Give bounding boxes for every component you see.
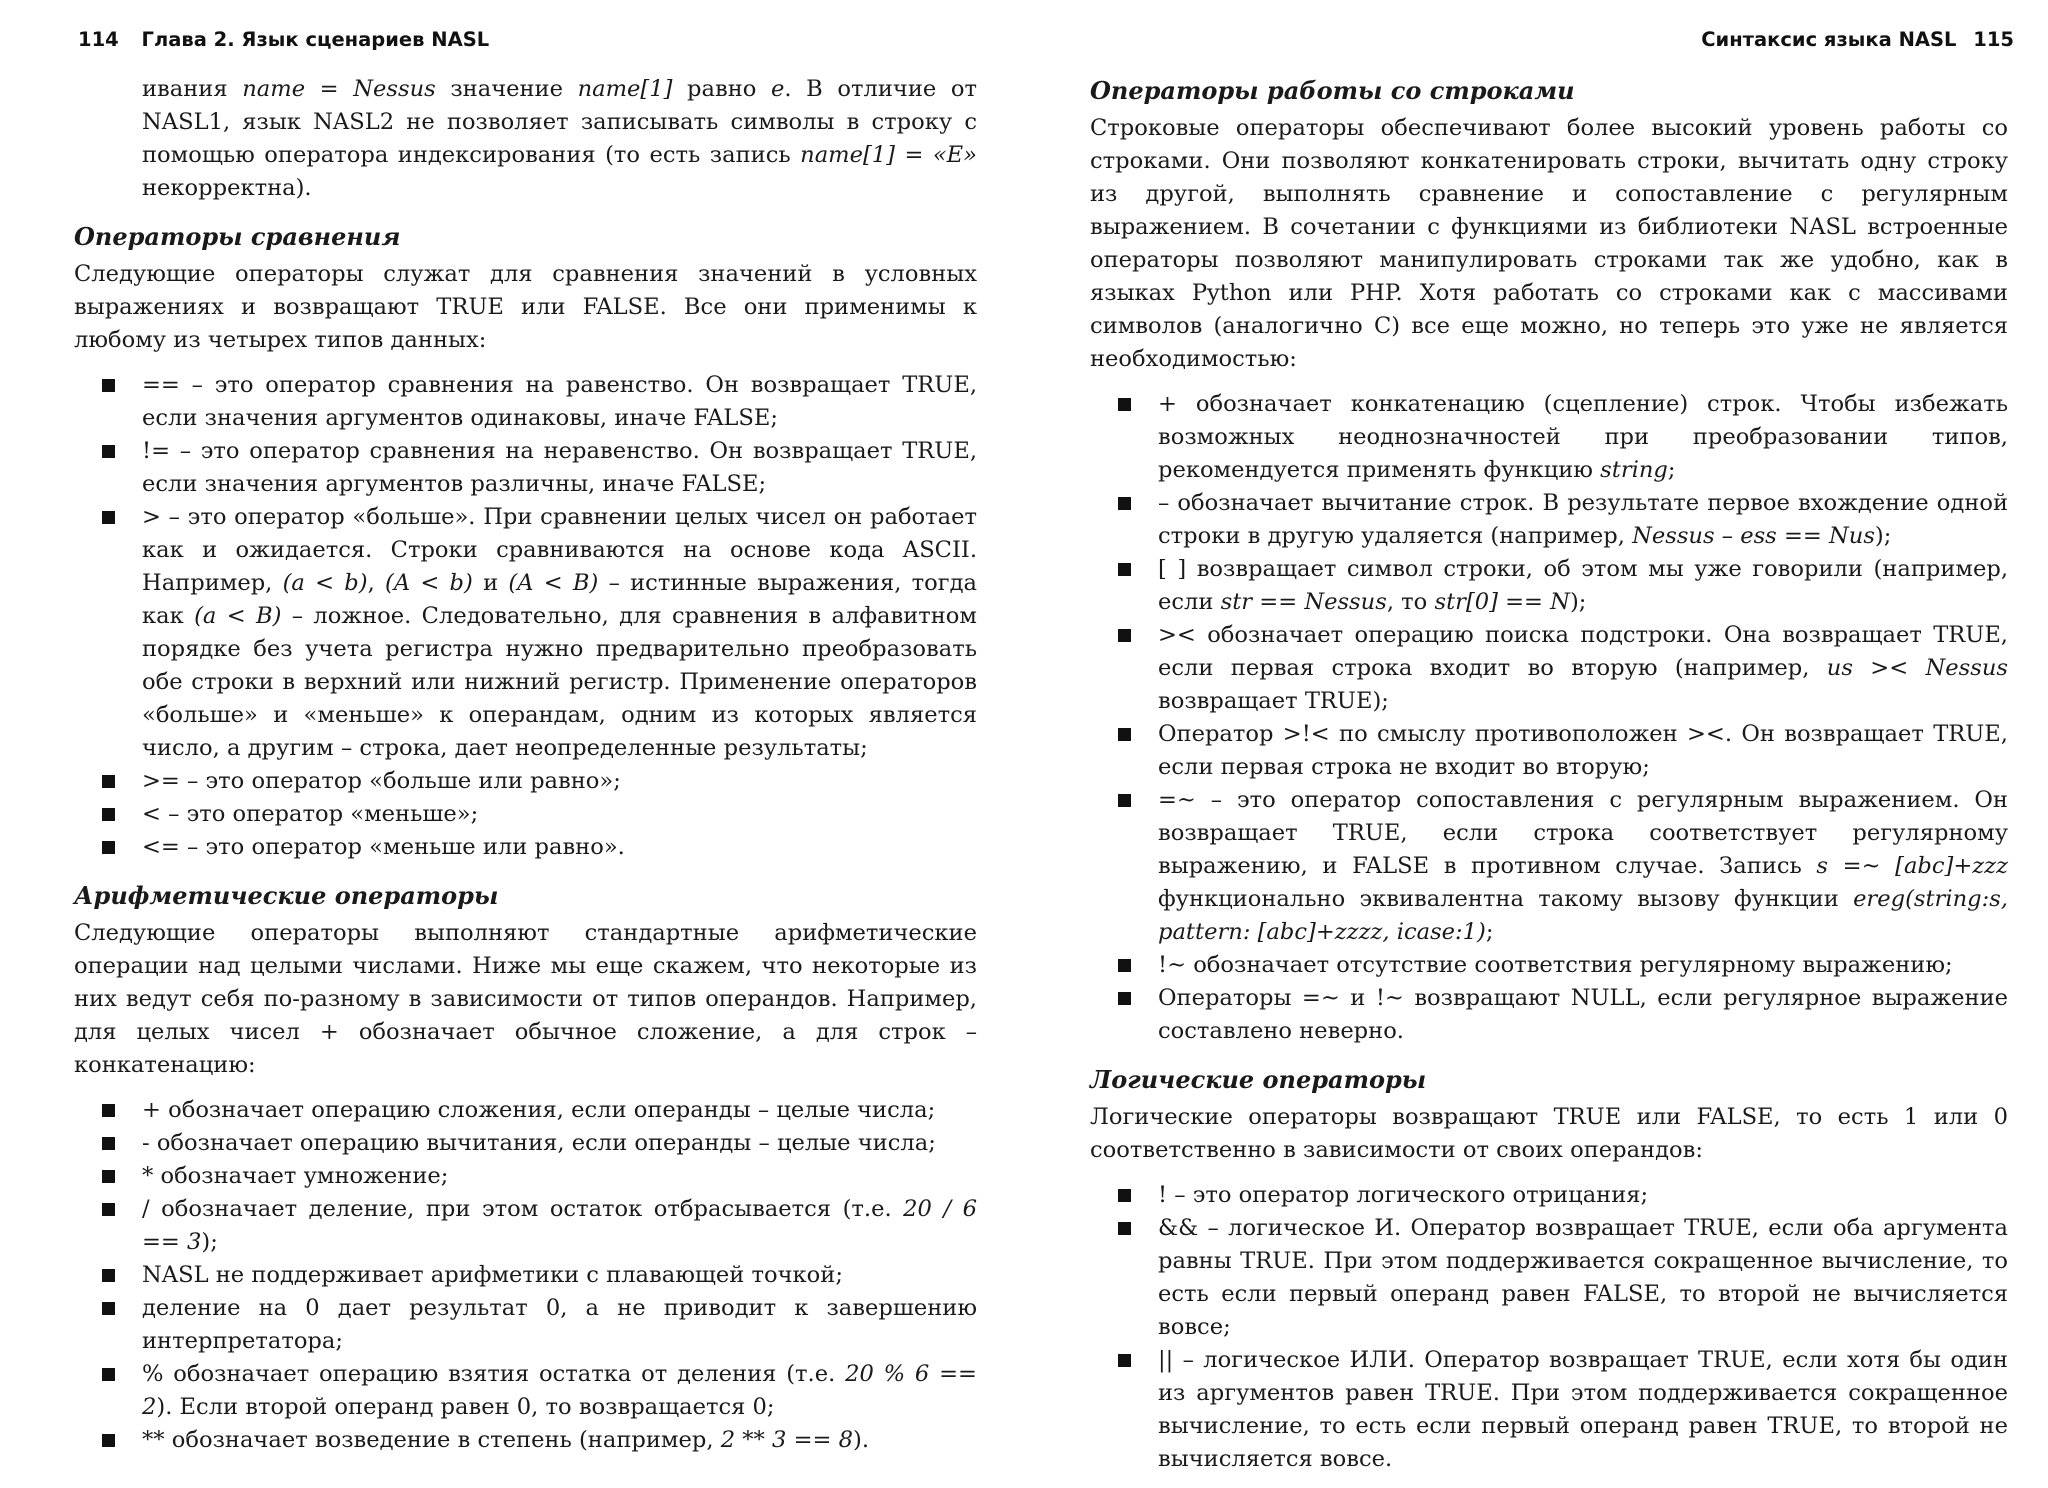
list-item: =~ – это оператор сопоставления с регулярным выражением. Он возвращает TRUE, если строка соответствует регулярному выражению, и FALSE в противном случае. Запись s =~ [abc]+zzz функционально эквивалентна такому вызову функции ereg(string:s, pattern: [abc]+zzzz, icase:1); bbox=[1090, 784, 2008, 949]
square-bullet-icon bbox=[102, 511, 115, 524]
list-item: Оператор >!< по смыслу противоположен ><. Он возвращает TRUE, если первая строка не входит во вторую; bbox=[1090, 718, 2008, 784]
list-item: < – это оператор «меньше»; bbox=[74, 798, 977, 831]
square-bullet-icon bbox=[1118, 629, 1131, 642]
list-item: >< обозначает операцию поиска подстроки. Она возвращает TRUE, если первая строка входит во вторую (например, us >< Nessus возвращает TRUE); bbox=[1090, 619, 2008, 718]
square-bullet-icon bbox=[1118, 992, 1131, 1005]
intro-paragraph: ивания name = Nessus значение name[1] равно e. В отличие от NASL1, язык NASL2 не позволяет записывать символы в строку с помощью оператора индексирования (то есть запись name[1] = «E» некорректна). bbox=[142, 76, 978, 201]
running-head-left bbox=[74, 28, 489, 51]
italic-term: (A < B) bbox=[508, 570, 599, 596]
list-item: ! – это оператор логического отрицания; bbox=[1090, 1179, 2008, 1212]
square-bullet-icon bbox=[102, 1170, 115, 1183]
section-title: Синтаксис языка NASL bbox=[1701, 28, 1957, 51]
list-item: / обозначает деление, при этом остаток отбрасывается (т.е. 20 / 6 == 3); bbox=[74, 1193, 977, 1259]
square-bullet-icon bbox=[102, 1434, 115, 1447]
square-bullet-icon bbox=[102, 775, 115, 788]
running-head-right bbox=[1701, 28, 2018, 51]
italic-term: name[1] bbox=[577, 76, 673, 102]
italic-term: (a < b) bbox=[282, 570, 368, 596]
list-item: !~ обозначает отсутствие соответствия регулярному выражению; bbox=[1090, 949, 2008, 982]
square-bullet-icon bbox=[1118, 728, 1131, 741]
logical-operators-list bbox=[1090, 1179, 2008, 1476]
italic-term: us >< Nessus bbox=[1826, 655, 2008, 681]
arithmetic-paragraph: Следующие операторы выполняют стандартные арифметические операции над целыми числами. Ниже мы еще скажем, что некоторые из них ведут себя по-разному в зависимости от типов операндов. Например, для целых чисел + обозначает обычное сложение, а для строк – конкатенацию: bbox=[74, 920, 977, 1078]
list-item: == – это оператор сравнения на равенство. Он возвращает TRUE, если значения аргументов одинаковы, иначе FALSE; bbox=[74, 369, 977, 435]
list-item: - обозначает операцию вычитания, если операнды – целые числа; bbox=[74, 1127, 977, 1160]
comparison-paragraph: Следующие операторы служат для сравнения значений в условных выражениях и возвращают TRUE или FALSE. Все они применимы к любому из четырех типов данных: bbox=[74, 261, 977, 353]
square-bullet-icon bbox=[102, 1137, 115, 1150]
italic-term: Nessus – ess == Nus bbox=[1632, 523, 1875, 549]
section-heading-comparison: Операторы сравнения bbox=[74, 222, 401, 251]
right-page bbox=[1024, 0, 2048, 1472]
list-item: || – логическое ИЛИ. Оператор возвращает TRUE, если хотя бы один из аргументов равен TRUE. При этом поддерживается сокращенное вычисление, то есть если первый операнд равен TRUE, то второй не вычисляется вовсе. bbox=[1090, 1344, 2008, 1476]
arithmetic-operators-list bbox=[74, 1094, 977, 1457]
list-item: – обозначает вычитание строк. В результате первое вхождение одной строки в другую удаляется (например, Nessus – ess == Nus); bbox=[1090, 487, 2008, 553]
square-bullet-icon bbox=[102, 1368, 115, 1381]
list-item: NASL не поддерживает арифметики с плавающей точкой; bbox=[74, 1259, 977, 1292]
italic-term: name = Nessus bbox=[242, 76, 436, 102]
list-item: [ ] возвращает символ строки, об этом мы уже говорили (например, если str == Nessus, то str[0] == N); bbox=[1090, 553, 2008, 619]
square-bullet-icon bbox=[102, 808, 115, 821]
comparison-operators-list bbox=[74, 369, 977, 864]
left-page bbox=[0, 0, 1024, 1453]
right-page-body bbox=[1090, 73, 2008, 1488]
square-bullet-icon bbox=[102, 445, 115, 458]
list-item: ** обозначает возведение в степень (например, 2 ** 3 == 8). bbox=[74, 1424, 977, 1457]
list-item: != – это оператор сравнения на неравенство. Он возвращает TRUE, если значения аргументов различны, иначе FALSE; bbox=[74, 435, 977, 501]
list-item: && – логическое И. Оператор возвращает TRUE, если оба аргумента равны TRUE. При этом поддерживается сокращенное вычисление, то есть если первый операнд равен FALSE, то второй не вычисляется вовсе; bbox=[1090, 1212, 2008, 1344]
chapter-title: Глава 2. Язык сценариев NASL bbox=[141, 28, 490, 51]
italic-term: str == Nessus bbox=[1220, 589, 1387, 615]
section-heading-string: Операторы работы со строками bbox=[1090, 76, 1575, 105]
string-paragraph: Строковые операторы обеспечивают более высокий уровень работы со строками. Они позволяют конкатенировать строки, вычитать одну строку из другой, выполнять сравнение и сопоставление с регулярным выражением. В сочетании с функциями из библиотеки NASL встроенные операторы позволяют манипулировать строками так же удобно, как в языках Python или PHP. Хотя работать со строками как с массивами символов (аналогично C) все еще можно, но теперь это уже не является необходимостью: bbox=[1090, 115, 2008, 372]
list-item: <= – это оператор «меньше или равно». bbox=[74, 831, 977, 864]
italic-term: string bbox=[1600, 457, 1668, 483]
square-bullet-icon bbox=[1118, 563, 1131, 576]
italic-term: (a < B) bbox=[194, 603, 282, 629]
italic-term: name[1] = «E» bbox=[800, 142, 978, 168]
left-page-body bbox=[74, 73, 977, 1469]
list-item: >= – это оператор «больше или равно»; bbox=[74, 765, 977, 798]
list-item: * обозначает умножение; bbox=[74, 1160, 977, 1193]
list-item: > – это оператор «больше». При сравнении целых чисел он работает как и ожидается. Строки сравниваются на основе кода ASCII. Например, (a < b), (A < b) и (A < B) – истинные выражения, тогда как (a < B) – ложное. Следовательно, для сравнения в алфавитном порядке без учета регистра нужно предварительно преобразовать обе строки в верхний или нижний регистр. Применение операторов «больше» и «меньше» к операндам, одним из которых является число, а другим – строка, дает неопределенные результаты; bbox=[74, 501, 977, 765]
square-bullet-icon bbox=[1118, 1354, 1131, 1367]
italic-term: ereg(string:s, pattern: [abc]+zzzz, icase:1) bbox=[1158, 886, 2008, 945]
square-bullet-icon bbox=[1118, 398, 1131, 411]
list-item: деление на 0 дает результат 0, а не приводит к завершению интерпретатора; bbox=[74, 1292, 977, 1358]
square-bullet-icon bbox=[1118, 1222, 1131, 1235]
square-bullet-icon bbox=[1118, 1189, 1131, 1202]
italic-term: 20 % 6 == 2 bbox=[142, 1361, 977, 1420]
section-heading-logical: Логические операторы bbox=[1090, 1065, 1427, 1094]
italic-term: (A < b) bbox=[385, 570, 473, 596]
square-bullet-icon bbox=[102, 1203, 115, 1216]
square-bullet-icon bbox=[102, 1302, 115, 1315]
italic-term: 20 / 6 == 3 bbox=[142, 1196, 977, 1255]
list-item: + обозначает операцию сложения, если операнды – целые числа; bbox=[74, 1094, 977, 1127]
page-number: 115 bbox=[1973, 28, 2014, 51]
italic-term: e bbox=[771, 76, 785, 102]
page-number: 114 bbox=[78, 28, 119, 51]
list-item: % обозначает операцию взятия остатка от деления (т.е. 20 % 6 == 2). Если второй операнд равен 0, то возвращается 0; bbox=[74, 1358, 977, 1424]
square-bullet-icon bbox=[1118, 794, 1131, 807]
square-bullet-icon bbox=[1118, 959, 1131, 972]
square-bullet-icon bbox=[102, 841, 115, 854]
logical-paragraph: Логические операторы возвращают TRUE или FALSE, то есть 1 или 0 соответственно в зависимости от своих операндов: bbox=[1090, 1104, 2008, 1163]
italic-term: str[0] == N bbox=[1434, 589, 1570, 615]
list-item: + обозначает конкатенацию (сцепление) строк. Чтобы избежать возможных неоднозначностей при преобразовании типов, рекомендуется применять функцию string; bbox=[1090, 388, 2008, 487]
square-bullet-icon bbox=[102, 379, 115, 392]
italic-term: s =~ [abc]+zzz bbox=[1816, 853, 2008, 879]
section-heading-arithmetic: Арифметические операторы bbox=[74, 881, 499, 910]
square-bullet-icon bbox=[102, 1104, 115, 1117]
italic-term: 2 ** 3 == 8 bbox=[720, 1427, 853, 1453]
list-item: Операторы =~ и !~ возвращают NULL, если регулярное выражение составлено неверно. bbox=[1090, 982, 2008, 1048]
square-bullet-icon bbox=[1118, 497, 1131, 510]
square-bullet-icon bbox=[102, 1269, 115, 1282]
string-operators-list bbox=[1090, 388, 2008, 1048]
